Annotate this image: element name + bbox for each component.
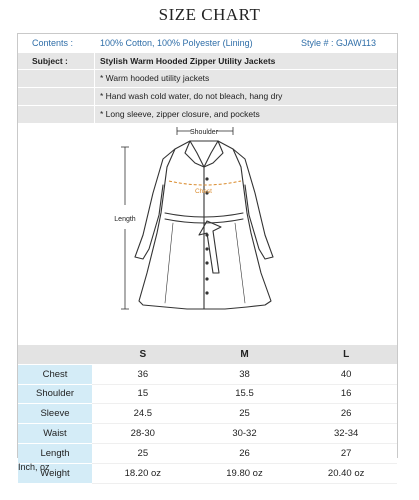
chest-measure-line	[169, 181, 241, 185]
table-row	[18, 404, 397, 424]
table-row	[18, 384, 397, 404]
subject-value: Stylish Warm Hooded Zipper Utility Jackets	[100, 56, 276, 66]
table-row	[18, 443, 397, 463]
page-title: SIZE CHART	[158, 5, 261, 24]
units-note: Inch, oz	[18, 462, 50, 472]
table-cell: 26	[295, 404, 397, 424]
table-cell: 38	[194, 364, 296, 384]
table-cell: 32-34	[295, 424, 397, 444]
column-divider	[94, 53, 95, 123]
chest-label: Chest	[195, 188, 212, 195]
style-number: Style # : GJAW113	[301, 38, 377, 48]
contents-value: 100% Cotton, 100% Polyester (Lining)	[100, 38, 253, 48]
table-cell: 30-32	[194, 424, 296, 444]
bullet-row	[18, 88, 397, 105]
contents-row	[18, 34, 397, 52]
length-label: Length	[114, 216, 136, 223]
table-cell: 40	[295, 364, 397, 384]
bullet-text: * Warm hooded utility jackets	[100, 73, 210, 83]
table-cell: 26	[194, 443, 296, 463]
bullet-row	[18, 106, 397, 123]
column-header: M	[194, 345, 296, 364]
table-cell: 16	[295, 384, 397, 404]
row-label: Sleeve	[18, 404, 92, 424]
column-header: S	[92, 345, 194, 364]
table-cell: 15	[92, 384, 194, 404]
bullet-text: * Long sleeve, zipper closure, and pockets	[100, 109, 260, 119]
table-row	[18, 424, 397, 444]
table-cell: 28-30	[92, 424, 194, 444]
row-label: Chest	[18, 364, 92, 384]
column-header: L	[295, 345, 397, 364]
table-cell: 24.5	[92, 404, 194, 424]
table-header-row	[18, 345, 397, 364]
bullet-text: * Hand wash cold water, do not bleach, hang dry	[100, 91, 283, 101]
table-cell: 15.5	[194, 384, 296, 404]
table-corner	[18, 345, 92, 364]
shoulder-label: Shoulder	[189, 129, 219, 136]
table-cell: 19.80 oz	[194, 463, 296, 483]
row-label: Shoulder	[18, 384, 92, 404]
table-cell: 36	[92, 364, 194, 384]
row-label: Weight	[18, 463, 92, 483]
row-label: Waist	[18, 424, 92, 444]
table-cell: 18.20 oz	[92, 463, 194, 483]
coat-collar	[190, 141, 218, 167]
coat-illustration	[95, 123, 335, 343]
size-table	[18, 345, 397, 484]
table-row	[18, 364, 397, 384]
subject-row	[18, 53, 397, 69]
table-cell: 25	[92, 443, 194, 463]
contents-label: Contents :	[32, 38, 74, 48]
table-cell: 20.40 oz	[295, 463, 397, 483]
bullet-row	[18, 70, 397, 87]
table-cell: 27	[295, 443, 397, 463]
subject-label: Subject :	[32, 56, 68, 66]
row-label: Length	[18, 443, 92, 463]
table-row	[18, 463, 397, 483]
table-cell: 25	[194, 404, 296, 424]
